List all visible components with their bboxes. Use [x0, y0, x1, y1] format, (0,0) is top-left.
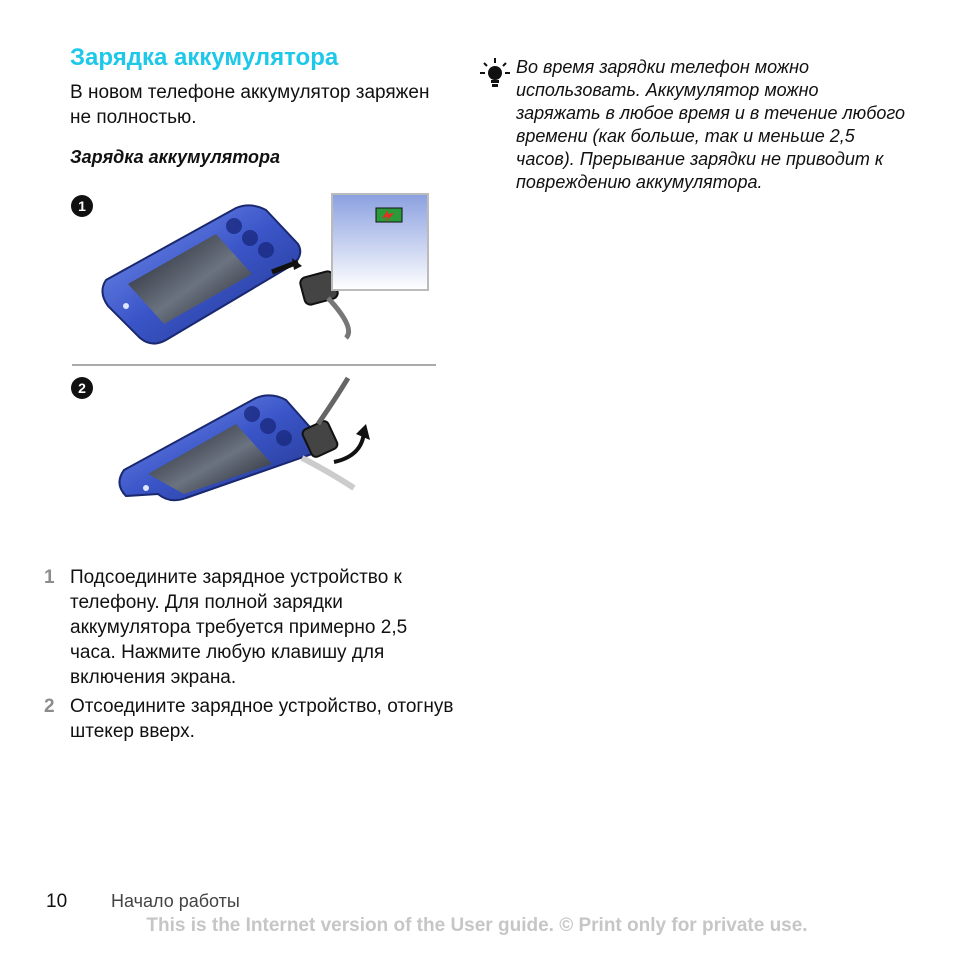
phone-illustration-1 [102, 205, 300, 343]
step-item-1 [44, 565, 454, 690]
step-2-marker [71, 377, 93, 399]
step-item-2 [44, 694, 454, 744]
step-number: 2 [44, 696, 55, 717]
intro-paragraph: В новом телефоне аккумулятор заряжен не полностью. [70, 82, 430, 128]
tip-text: Во время зарядки телефон можно использовать. Аккумулятор можно заряжать в любое время и в течение любого времени (как больше, так и меньше 2,5 часов). Прерывание зарядки не приводит к повреждению аккумулятора. [516, 57, 906, 192]
svg-text:2: 2 [78, 380, 86, 396]
phone-illustration-2 [119, 395, 318, 500]
lightbulb-icon [478, 56, 512, 90]
section-subheading: Зарядка аккумулятора [70, 147, 281, 167]
battery-screen-inset [332, 194, 428, 290]
step-text: Отсоедините зарядное устройство, отогнув штекер вверх. [70, 696, 454, 742]
step-number: 1 [44, 567, 55, 588]
step-1-marker [71, 195, 93, 217]
watermark-notice: This is the Internet version of the User guide. © Print only for private use. [146, 915, 808, 936]
section-name: Начало работы [111, 891, 240, 911]
page-number: 10 [46, 891, 68, 912]
step-text: Подсоедините зарядное устройство к телефону. Для полной зарядки аккумулятора требуется примерно 2,5 часа. Нажмите любую клавишу для включения экрана. [70, 567, 408, 688]
page-title: Зарядка аккумулятора [70, 44, 339, 71]
svg-text:1: 1 [78, 198, 86, 214]
charging-illustration [66, 188, 442, 508]
steps-list [44, 565, 454, 748]
charger-plug-2 [301, 378, 370, 488]
